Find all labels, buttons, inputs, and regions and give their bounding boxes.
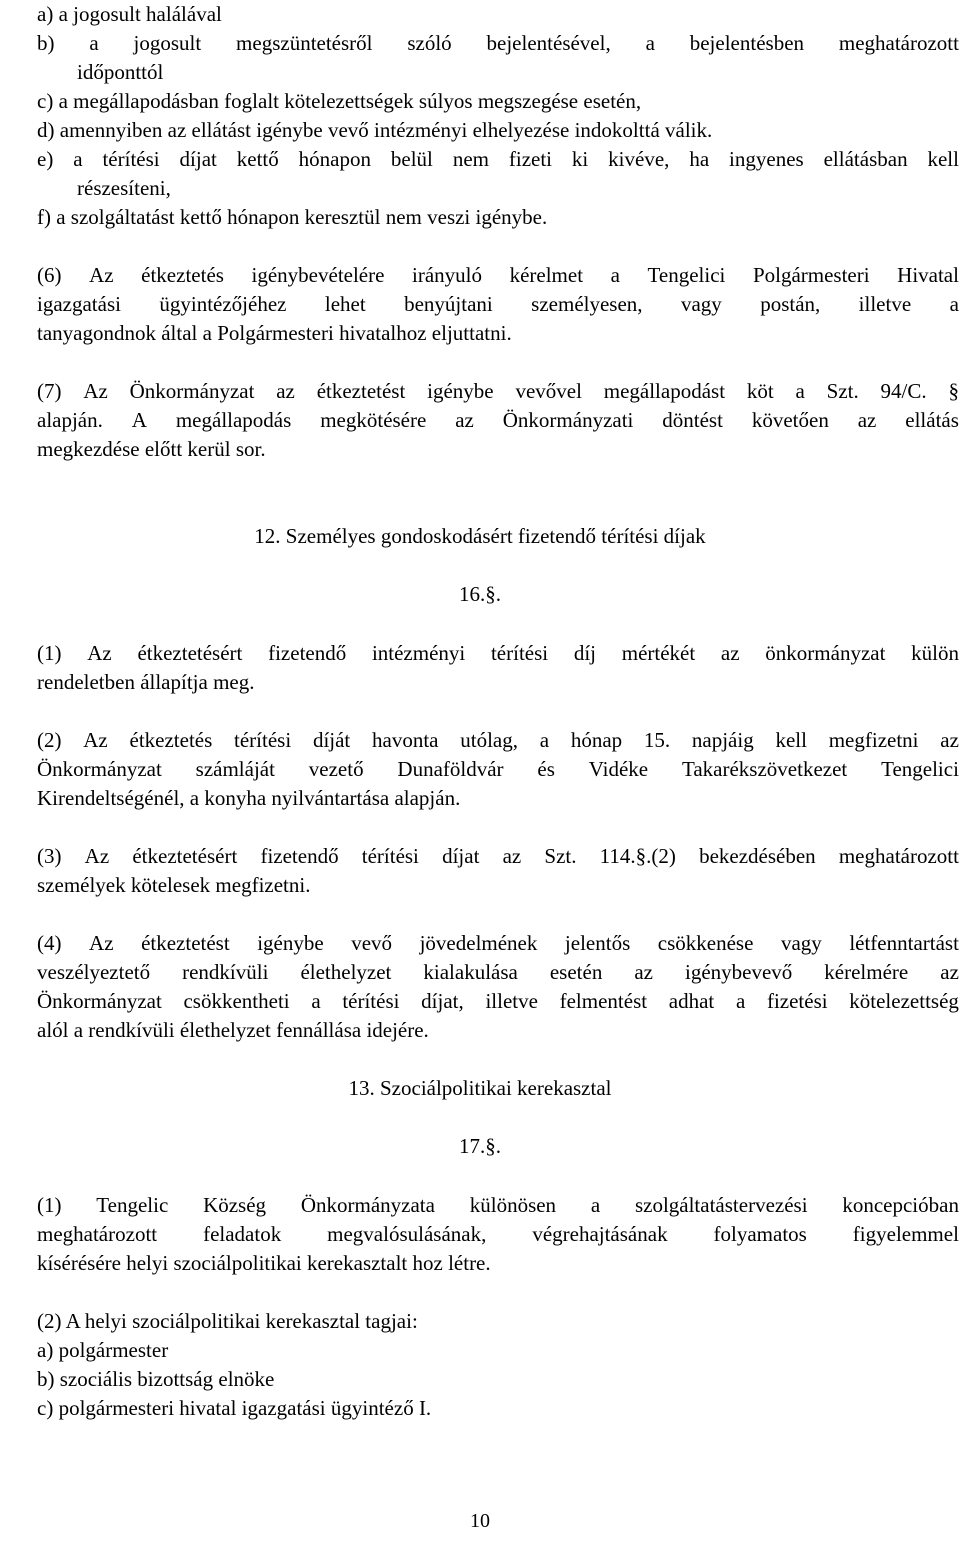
word: Az bbox=[87, 641, 112, 665]
word: döntést bbox=[662, 408, 723, 432]
word: igénybevételére bbox=[251, 263, 385, 287]
word: Szt. bbox=[544, 844, 577, 868]
word: a bbox=[795, 379, 805, 403]
word: jövedelmének bbox=[419, 931, 538, 955]
word: Dunaföldvár bbox=[397, 757, 504, 781]
word: fizetési bbox=[766, 989, 828, 1013]
word: (1) bbox=[37, 641, 62, 665]
word: (4) bbox=[37, 931, 62, 955]
word: a bbox=[949, 292, 959, 316]
word: igénybevevő bbox=[685, 960, 793, 984]
word: a bbox=[735, 989, 746, 1013]
word: (3) bbox=[37, 844, 62, 868]
word: vevő bbox=[351, 931, 393, 955]
word: Az bbox=[83, 728, 108, 752]
paragraph-6-line-2 bbox=[37, 292, 959, 316]
word: (2) bbox=[37, 728, 62, 752]
word: ellátásban bbox=[823, 147, 908, 171]
word: kérelmére bbox=[824, 960, 909, 984]
word: díj bbox=[573, 641, 597, 665]
word: szolgáltatástervezési bbox=[634, 1193, 808, 1217]
word: belül bbox=[390, 147, 433, 171]
word: Tengelic bbox=[96, 1193, 169, 1217]
word: szóló bbox=[407, 31, 452, 55]
word: hónap bbox=[570, 728, 623, 752]
word: az bbox=[940, 728, 959, 752]
section-12-p1-line-1 bbox=[37, 641, 959, 665]
word: a bbox=[311, 989, 321, 1013]
word: Takarékszövetkezet bbox=[681, 757, 848, 781]
word: ügyintézőjéhez bbox=[159, 292, 287, 316]
word: különösen bbox=[469, 1193, 557, 1217]
word: önkormányzat bbox=[765, 641, 886, 665]
word: köt bbox=[746, 379, 774, 403]
word: § bbox=[948, 379, 959, 403]
paragraph-6-line-1 bbox=[37, 263, 959, 287]
word: térítési bbox=[490, 641, 549, 665]
section-12-p4-line-4: alól a rendkívüli élethelyzet fennállása idejére. bbox=[37, 1018, 429, 1042]
word: vagy bbox=[780, 931, 822, 955]
word: étkeztetést bbox=[316, 379, 406, 403]
word: figyelemmel bbox=[852, 1222, 959, 1246]
word: Önkormányzat bbox=[129, 379, 255, 403]
list-item-d: d) amennyiben az ellátást igénybe vevő intézményi elhelyezése indokolttá válik. bbox=[37, 118, 713, 142]
paragraph-7-line-1 bbox=[37, 379, 959, 403]
word: csökkenése bbox=[657, 931, 754, 955]
word: vevővel bbox=[515, 379, 582, 403]
member-item-b: b) szociális bizottság elnöke bbox=[37, 1367, 275, 1391]
word: kérelmet bbox=[509, 263, 584, 287]
section-13-p1-line-1 bbox=[37, 1193, 959, 1217]
word: díját bbox=[312, 728, 351, 752]
word: jogosult bbox=[133, 31, 202, 55]
member-item-a: a) polgármester bbox=[37, 1338, 169, 1362]
word: díjat bbox=[442, 844, 480, 868]
word: az bbox=[455, 408, 474, 432]
word: Önkormányzat bbox=[37, 757, 162, 781]
word: az bbox=[634, 960, 653, 984]
word: megvalósulásának, bbox=[327, 1222, 487, 1246]
word: ha bbox=[689, 147, 710, 171]
word: utólag, bbox=[460, 728, 518, 752]
word: irányuló bbox=[412, 263, 482, 287]
word: veszélyeztető bbox=[37, 960, 151, 984]
word: étkeztetésért bbox=[132, 844, 238, 868]
word: nem bbox=[452, 147, 489, 171]
section-13-paragraph-number: 17.§. bbox=[459, 1134, 501, 1158]
word: követően bbox=[751, 408, 829, 432]
section-12-p4-line-1 bbox=[37, 931, 959, 955]
word: megállapodás bbox=[175, 408, 292, 432]
word: megkötésére bbox=[320, 408, 427, 432]
word: Tengelici bbox=[881, 757, 959, 781]
word: Az bbox=[89, 931, 114, 955]
word: fizetendő bbox=[268, 641, 347, 665]
word: létfenntartást bbox=[849, 931, 959, 955]
word: kötelezettség bbox=[849, 989, 959, 1013]
word: étkeztetés bbox=[141, 263, 224, 287]
word: napjáig bbox=[691, 728, 754, 752]
word: térítési bbox=[234, 728, 292, 752]
word: élethelyzet bbox=[300, 960, 392, 984]
word: külön bbox=[911, 641, 959, 665]
word: feladatok bbox=[203, 1222, 282, 1246]
word: bejelentésével, bbox=[486, 31, 611, 55]
word: alapján. bbox=[37, 408, 103, 432]
word: az bbox=[720, 641, 740, 665]
word: vezető bbox=[308, 757, 364, 781]
word: térítési bbox=[102, 147, 160, 171]
section-13-title: 13. Szociálpolitikai kerekasztal bbox=[348, 1076, 612, 1100]
paragraph-7-line-2 bbox=[37, 408, 959, 432]
word: (1) bbox=[37, 1193, 62, 1217]
word: meghatározott bbox=[838, 844, 959, 868]
word: kialakulása bbox=[423, 960, 518, 984]
section-12-p2-line-1 bbox=[37, 728, 959, 752]
word: Az bbox=[89, 263, 114, 287]
section-12-p3-line-1 bbox=[37, 844, 959, 868]
word: a bbox=[73, 147, 83, 171]
word: Önkormányzati bbox=[502, 408, 634, 432]
word: végrehajtásának bbox=[532, 1222, 668, 1246]
word: Szt. bbox=[826, 379, 859, 403]
word: a bbox=[89, 31, 99, 55]
word: Polgármesteri bbox=[752, 263, 870, 287]
section-12-p1-line-2: rendeletben állapítja meg. bbox=[37, 670, 255, 694]
list-item-f: f) a szolgáltatást kettő hónapon keresztül nem veszi igénybe. bbox=[37, 205, 548, 229]
word: Az bbox=[84, 844, 110, 868]
word: A bbox=[131, 408, 147, 432]
word: hónapon bbox=[298, 147, 371, 171]
list-item-e bbox=[37, 147, 959, 171]
word: vagy bbox=[680, 292, 722, 316]
section-12-p4-line-3 bbox=[37, 989, 959, 1013]
word: a bbox=[645, 31, 655, 55]
list-item-e-continuation: részesíteni, bbox=[77, 176, 171, 200]
section-13-p1-line-3: kísérésére helyi szociálpolitikai kerekasztalt hoz létre. bbox=[37, 1251, 491, 1275]
word: étkeztetésért bbox=[137, 641, 243, 665]
word: és bbox=[537, 757, 555, 781]
word: havonta bbox=[372, 728, 439, 752]
paragraph-6-line-3: tanyagondnok által a Polgármesteri hivatalhoz eljuttatni. bbox=[37, 321, 512, 345]
word: Hivatal bbox=[897, 263, 959, 287]
word: felmentést bbox=[559, 989, 648, 1013]
word: 114.§.(2) bbox=[599, 844, 676, 868]
word: igénybe bbox=[257, 931, 324, 955]
word: Község bbox=[203, 1193, 267, 1217]
section-13-p2-intro: (2) A helyi szociálpolitikai kerekasztal tagjai: bbox=[37, 1309, 418, 1333]
word: meghatározott bbox=[838, 31, 959, 55]
word: fizeti bbox=[508, 147, 553, 171]
word: az bbox=[502, 844, 522, 868]
word: az bbox=[276, 379, 295, 403]
word: megfizetni bbox=[828, 728, 919, 752]
list-item-c: c) a megállapodásban foglalt kötelezettségek súlyos megszegése esetén, bbox=[37, 89, 642, 113]
word: az bbox=[857, 408, 877, 432]
word: ellátás bbox=[905, 408, 959, 432]
word: kell bbox=[775, 728, 807, 752]
word: 94/C. bbox=[880, 379, 927, 403]
section-12-p2-line-3: Kirendeltségénél, a konyha nyilvántartása alapján. bbox=[37, 786, 461, 810]
word: Önkormányzata bbox=[300, 1193, 435, 1217]
section-12-p3-line-2: személyek kötelesek megfizetni. bbox=[37, 873, 311, 897]
section-12-p2-line-2 bbox=[37, 757, 959, 781]
word: a bbox=[590, 1193, 601, 1217]
paragraph-7-line-3: megkezdése előtt kerül sor. bbox=[37, 437, 266, 461]
word: csökkentheti bbox=[183, 989, 290, 1013]
word: bejelentésben bbox=[689, 31, 805, 55]
word: kell bbox=[927, 147, 959, 171]
word: díjat, bbox=[421, 989, 464, 1013]
section-12-paragraph-number: 16.§. bbox=[459, 582, 501, 606]
word: (7) bbox=[37, 379, 62, 403]
word: 15. bbox=[643, 728, 671, 752]
word: számláját bbox=[195, 757, 275, 781]
word: térítési bbox=[342, 989, 400, 1013]
word: Önkormányzat bbox=[37, 989, 162, 1013]
word: Tengelici bbox=[647, 263, 726, 287]
word: étkeztetést bbox=[141, 931, 230, 955]
word: illetve bbox=[858, 292, 912, 316]
word: koncepcióban bbox=[842, 1193, 959, 1217]
word: térítési bbox=[361, 844, 419, 868]
word: igénybe bbox=[427, 379, 494, 403]
word: lehet bbox=[324, 292, 366, 316]
word: meghatározott bbox=[37, 1222, 158, 1246]
word: a bbox=[610, 263, 620, 287]
list-item-a: a) a jogosult halálával bbox=[37, 2, 222, 26]
word: (6) bbox=[37, 263, 62, 287]
word: mértékét bbox=[621, 641, 696, 665]
section-12-p4-line-2 bbox=[37, 960, 959, 984]
page-number: 10 bbox=[470, 1510, 490, 1532]
word: fizetendő bbox=[260, 844, 339, 868]
member-item-c: c) polgármesteri hivatal igazgatási ügyintéző I. bbox=[37, 1396, 432, 1420]
section-12-title: 12. Személyes gondoskodásért fizetendő térítési díjak bbox=[254, 524, 706, 548]
word: a bbox=[539, 728, 550, 752]
word: folyamatos bbox=[713, 1222, 807, 1246]
word: díjat bbox=[179, 147, 217, 171]
word: illetve bbox=[485, 989, 538, 1013]
word: étkeztetés bbox=[129, 728, 213, 752]
list-item-b-continuation: időponttól bbox=[77, 60, 164, 84]
word: esetén bbox=[549, 960, 603, 984]
word: megszüntetésről bbox=[236, 31, 373, 55]
word: ki bbox=[571, 147, 589, 171]
word: intézményi bbox=[371, 641, 466, 665]
word: b) bbox=[37, 31, 55, 55]
list-item-b bbox=[37, 31, 959, 55]
word: adhat bbox=[668, 989, 715, 1013]
word: benyújtani bbox=[404, 292, 493, 316]
word: Az bbox=[83, 379, 108, 403]
word: e) bbox=[37, 147, 54, 171]
word: személyesen, bbox=[531, 292, 643, 316]
word: jelentős bbox=[564, 931, 631, 955]
word: ingyenes bbox=[729, 147, 804, 171]
word: kivéve, bbox=[608, 147, 670, 171]
word: megállapodást bbox=[603, 379, 726, 403]
word: bekezdésében bbox=[699, 844, 816, 868]
word: igazgatási bbox=[37, 292, 121, 316]
word: rendkívüli bbox=[182, 960, 269, 984]
word: postán, bbox=[760, 292, 821, 316]
word: kettő bbox=[236, 147, 279, 171]
section-13-p1-line-2 bbox=[37, 1222, 959, 1246]
word: az bbox=[940, 960, 959, 984]
word: Vidéke bbox=[588, 757, 649, 781]
